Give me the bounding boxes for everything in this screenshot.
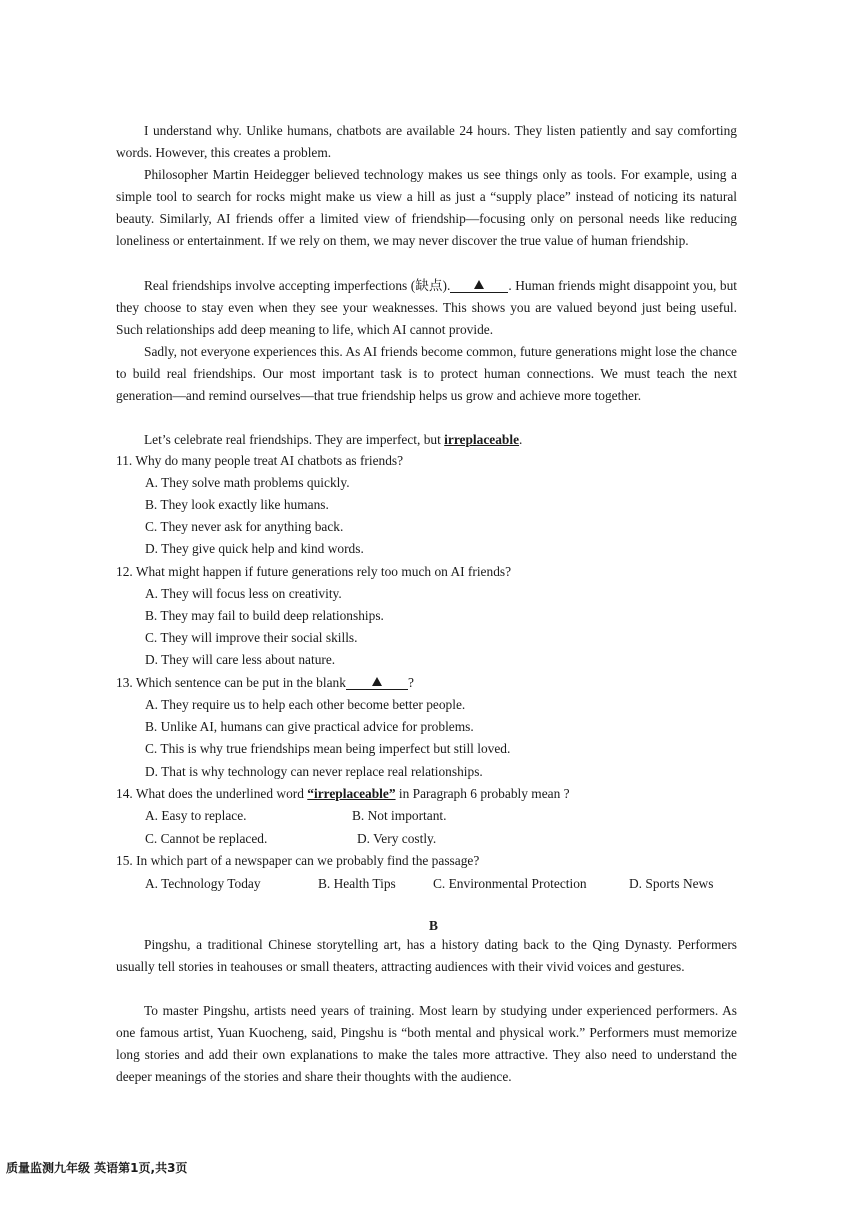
paragraph-5-text-after: . bbox=[519, 432, 523, 447]
question-15-option-c: C. Environmental Protection bbox=[433, 876, 587, 891]
passage-a-paragraph-2: Philosopher Martin Heidegger believed technology makes us see things only as tools. For example, using a simple tool to search for rocks might make us view a hill as just a “supply place” instead of noticing its natural beauty. Similarly, AI friends offer a limited view of friendship—focusing only on personal needs like reducing loneliness or entertainment. If we rely on them, we may never discover the true value of human friendship. bbox=[116, 167, 737, 249]
question-12-option-d: D. They will care less about nature. bbox=[145, 652, 336, 667]
section-b-paragraph-2: To master Pingshu, artists need years of training. Most learn by studying under experienced performers. As one famous artist, Yuan Kuocheng, said, Pingshu is “both mental and physical work.” Performers must memorize long stories and add their own explanations to make the tales more attractive. They also need to understand the deeper meanings of the stories and share their thoughts with the audience. bbox=[116, 1003, 737, 1085]
question-13-option-b: B. Unlike AI, humans can give practical advice for problems. bbox=[145, 719, 474, 734]
question-12-option-b: B. They may fail to build deep relationships. bbox=[145, 608, 384, 623]
question-13-mark: ? bbox=[407, 675, 414, 690]
question-14-stem bbox=[116, 783, 756, 805]
question-14-keyword: “irreplaceable” bbox=[307, 786, 396, 801]
paragraph-5-text-before: Let’s celebrate real friendships. They are imperfect, but bbox=[144, 432, 445, 447]
question-15-option-a: A. Technology Today bbox=[145, 876, 261, 891]
question-15-option-b: B. Health Tips bbox=[318, 876, 396, 891]
passage-a-paragraph-1: I understand why. Unlike humans, chatbots are available 24 hours. They listen patiently and say comforting words. However, this creates a problem. bbox=[116, 123, 737, 161]
question-14-text-before: 14. What does the underlined word bbox=[116, 786, 308, 801]
question-11-stem: 11. Why do many people treat AI chatbots as friends? bbox=[116, 453, 404, 468]
question-14-option-d: D. Very costly. bbox=[357, 831, 437, 846]
answer-blank bbox=[450, 278, 508, 293]
question-13-blank bbox=[346, 675, 408, 690]
passage-a-paragraph-3 bbox=[116, 275, 737, 341]
question-14-option-a: A. Easy to replace. bbox=[145, 808, 247, 823]
passage-a-paragraph-4: Sadly, not everyone experiences this. As AI friends become common, future generations might lose the chance to build real friendships. Our most important task is to protect human connections. We must teach the next generation—and remind ourselves—that true friendship helps us grow and achieve more together. bbox=[116, 344, 737, 404]
question-14-option-b: B. Not important. bbox=[352, 808, 447, 823]
question-12-option-a: A. They will focus less on creativity. bbox=[145, 586, 342, 601]
question-13-text: 13. Which sentence can be put in the blank bbox=[116, 675, 346, 690]
paragraph-3-text-after-blank: . Human friends might disappoint you, but they choose to stay even when they see your weaknesses. This shows you are valued beyond just being useful. Such relationships add deep meaning to life, which AI cannot provide. bbox=[116, 278, 738, 338]
question-13-option-c: C. This is why true friendships mean being imperfect but still loved. bbox=[145, 741, 511, 756]
question-15-stem: 15. In which part of a newspaper can we probably find the passage? bbox=[116, 853, 480, 868]
question-11-option-c: C. They never ask for anything back. bbox=[145, 519, 344, 534]
question-14-option-c: C. Cannot be replaced. bbox=[145, 831, 268, 846]
section-b-heading: B bbox=[429, 918, 438, 933]
question-15-option-d: D. Sports News bbox=[629, 876, 714, 891]
triangle-icon bbox=[372, 677, 382, 686]
paragraph-3-text-before-blank: Real friendships involve accepting imperfections (缺点). bbox=[144, 278, 451, 293]
question-13-stem bbox=[116, 672, 756, 694]
question-11-option-a: A. They solve math problems quickly. bbox=[145, 475, 350, 490]
question-12-stem: 12. What might happen if future generations rely too much on AI friends? bbox=[116, 564, 512, 579]
triangle-icon bbox=[474, 280, 484, 289]
question-11-option-d: D. They give quick help and kind words. bbox=[145, 541, 364, 556]
underlined-keyword: irreplaceable bbox=[444, 432, 520, 447]
section-b-paragraph-1: Pingshu, a traditional Chinese storytelling art, has a history dating back to the Qing Dynasty. Performers usually tell stories in teahouses or small theaters, attracting audiences with their vivid voices and gestures. bbox=[116, 937, 737, 975]
question-13-option-d: D. That is why technology can never replace real relationships. bbox=[145, 764, 483, 779]
question-14-text-after: in Paragraph 6 probably mean ? bbox=[395, 786, 570, 801]
question-12-option-c: C. They will improve their social skills. bbox=[145, 630, 358, 645]
passage-a-paragraph-5 bbox=[116, 429, 737, 451]
question-11-option-b: B. They look exactly like humans. bbox=[145, 497, 329, 512]
question-13-option-a: A. They require us to help each other become better people. bbox=[145, 697, 466, 712]
page-footer: 质量监测九年级 英语第1页,共3页 bbox=[6, 1161, 188, 1175]
